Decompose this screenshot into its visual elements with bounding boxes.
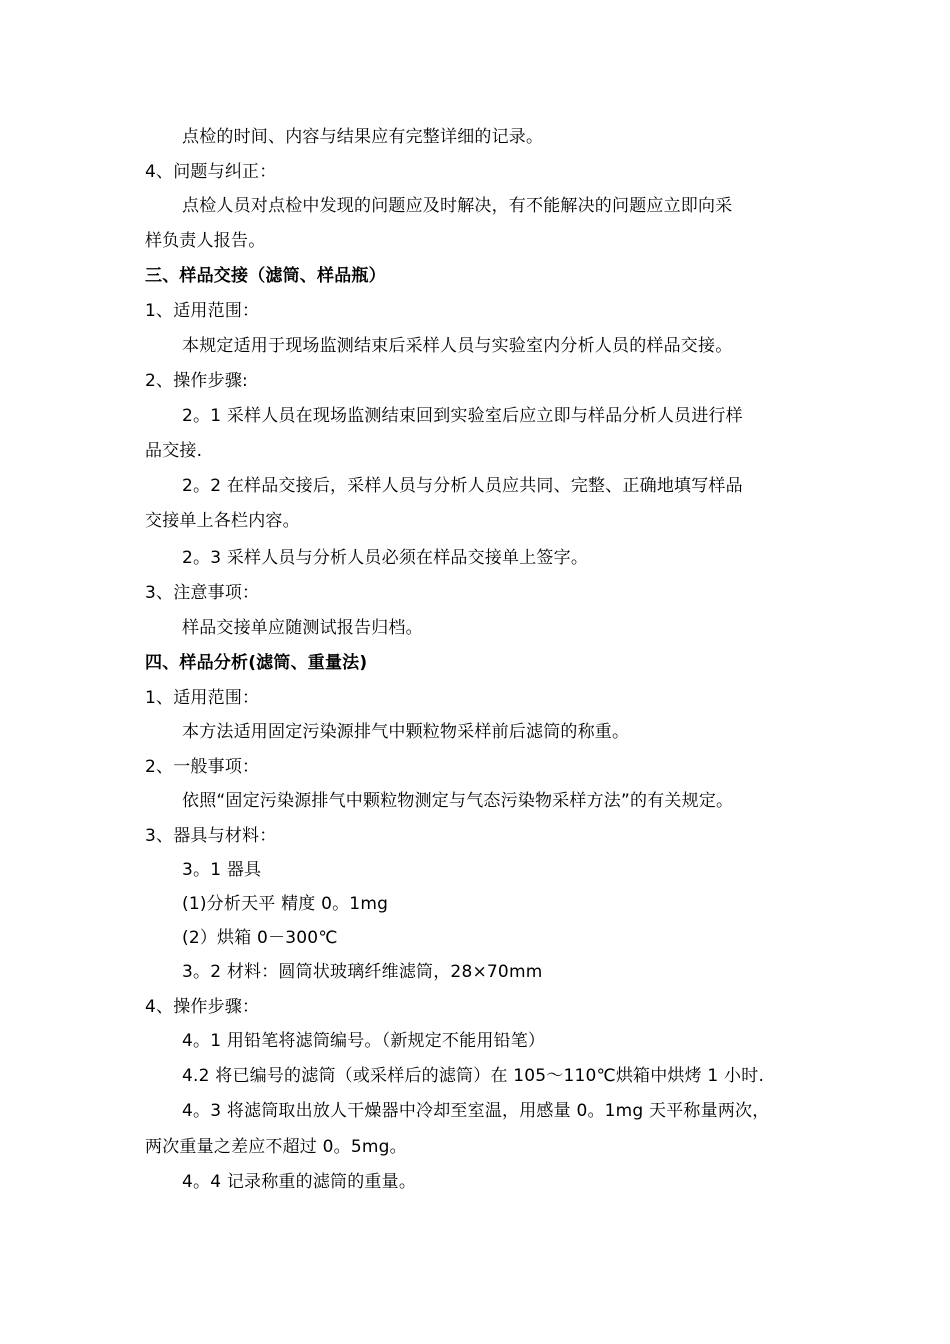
text-line: 4。1 用铅笔将滤筒编号。（新规定不能用铅笔）	[182, 1031, 546, 1051]
text-line: 4.2 将已编号的滤筒（或采样后的滤筒）在 105～110℃烘箱中烘烤 1 小时.	[182, 1066, 765, 1086]
text-line: 2。3 采样人员与分析人员必须在样品交接单上签字。	[182, 548, 589, 568]
text-line: 本方法适用固定污染源排气中颗粒物采样前后滤筒的称重。	[182, 722, 630, 742]
text-line: 4。3 将滤筒取出放人干燥器中冷却至室温，用感量 0。1mg 天平称量两次，	[182, 1101, 770, 1121]
subheading: 1、适用范围：	[145, 688, 260, 708]
subheading: 3、器具与材料：	[145, 826, 277, 846]
subheading: 3、注意事项：	[145, 583, 260, 603]
text-line: 4。4 记录称重的滤筒的重量。	[182, 1172, 417, 1192]
text-line: 依照“固定污染源排气中颗粒物测定与气态污染物采样方法”的有关规定。	[182, 791, 734, 811]
text-line: 2。1 采样人员在现场监测结束回到实验室后应立即与样品分析人员进行样	[182, 406, 743, 426]
text-line: 3。1 器具	[182, 860, 262, 880]
section-heading: 三、样品交接（滤筒、样品瓶）	[145, 266, 386, 286]
subheading: 4、操作步骤：	[145, 997, 260, 1017]
text-line: 3。2 材料：圆筒状玻璃纤维滤筒，28×70mm	[182, 962, 543, 982]
text-line: 2。2 在样品交接后，采样人员与分析人员应共同、完整、正确地填写样品	[182, 476, 743, 496]
text-line: 点检的时间、内容与结果应有完整详细的记录。	[182, 127, 544, 147]
text-line: (2）烘箱 0－300℃	[182, 928, 338, 948]
section-heading: 四、样品分析(滤筒、重量法)	[145, 653, 368, 673]
subheading: 1、适用范围：	[145, 301, 260, 321]
text-line: 样负责人报告。	[145, 231, 266, 251]
subheading: 4、问题与纠正：	[145, 162, 277, 182]
subheading: 2、一般事项：	[145, 757, 260, 777]
text-line: 交接单上各栏内容。	[145, 511, 300, 531]
text-line: 点检人员对点检中发现的问题应及时解决，有不能解决的问题应立即向采	[182, 196, 733, 216]
text-line: 本规定适用于现场监测结束后采样人员与实验室内分析人员的样品交接。	[182, 336, 733, 356]
text-line: 样品交接单应随测试报告归档。	[182, 618, 423, 638]
text-line: (1)分析天平 精度 0。1mg	[182, 894, 389, 914]
subheading: 2、操作步骤:	[145, 371, 248, 391]
text-line: 品交接.	[145, 441, 203, 461]
text-line: 两次重量之差应不超过 0。5mg。	[145, 1137, 407, 1157]
